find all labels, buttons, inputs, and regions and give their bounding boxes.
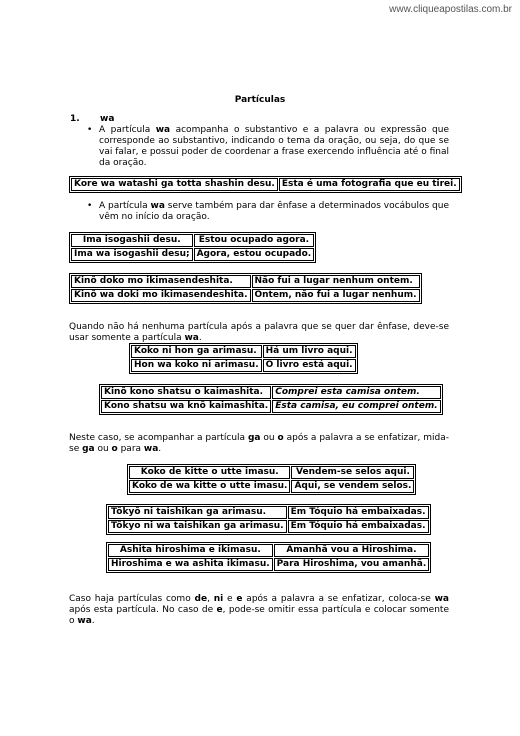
portuguese-translation-cell: Esta camisa, eu comprei ontem. xyxy=(272,400,440,413)
table-row xyxy=(131,345,356,358)
example-table-3 xyxy=(69,273,422,304)
text-run: para xyxy=(117,444,144,454)
portuguese-translation-cell: Esta é uma fotografia que eu tirei. xyxy=(279,178,460,191)
table-row xyxy=(71,248,314,261)
particle-term: o xyxy=(277,433,284,443)
japanese-sentence-cell: Hiroshima e wa ashita ikimasu. xyxy=(108,558,273,571)
section-label: wa xyxy=(100,114,115,124)
particle-term: e xyxy=(216,605,223,615)
particle-term: e xyxy=(236,594,243,604)
japanese-sentence-cell: Koko de kitte o utte imasu. xyxy=(129,466,290,479)
particle-term: ga xyxy=(82,444,95,454)
text-run: acompanha o substantivo e a palavra ou expressão que corresponde ao substantivo, indicando o tema da oração, ou seja, do que se vai falar, e possui poder de coordenar a frase exercendo influência até o final da oração. xyxy=(99,125,450,168)
particle-term: wa xyxy=(155,125,171,135)
paragraph-3 xyxy=(69,594,449,627)
table-row xyxy=(108,520,429,533)
text-run: , xyxy=(207,594,214,604)
paragraph-1 xyxy=(69,322,449,344)
section-heading xyxy=(70,114,114,125)
paragraph-2 xyxy=(69,433,449,455)
table-row xyxy=(129,480,414,493)
table-row xyxy=(131,359,356,372)
text-run: após a palavra a se enfatizar, mida-se xyxy=(69,433,449,454)
japanese-sentence-cell: Ima wa isogashii desu; xyxy=(71,248,193,261)
example-table-1 xyxy=(69,176,462,193)
text-run: Quando não há nenhuma partícula após a palavra que se quer dar ênfase, deve-se usar somente a partícula xyxy=(69,322,449,343)
bullet-2-icon: • xyxy=(87,201,93,211)
portuguese-translation-cell: Em Tóquio há embaixadas. xyxy=(288,520,429,533)
particle-term: wa xyxy=(77,616,92,626)
text-run: Caso haja partículas como xyxy=(69,594,195,604)
japanese-sentence-cell: Kinõ doko mo ikimasendeshita. xyxy=(71,275,251,288)
portuguese-translation-cell: Ontem, não fui a lugar nenhum. xyxy=(252,289,420,302)
table-row xyxy=(108,544,429,557)
japanese-sentence-cell: Tõkyo ni wa taishikan ga arimasu. xyxy=(108,520,287,533)
table-row xyxy=(101,400,441,413)
table-row xyxy=(108,506,429,519)
text-run: após a palavra a se enfatizar, coloca-se xyxy=(242,594,435,604)
japanese-sentence-cell: Koko de wa kitte o utte imasu. xyxy=(129,480,290,493)
text-run: Neste caso, se acompanhar a partícula xyxy=(69,433,248,443)
japanese-sentence-cell: Kinõ kono shatsu o kaimashita. xyxy=(101,386,271,399)
table-row xyxy=(108,558,429,571)
table-row xyxy=(101,386,441,399)
section-number: 1. xyxy=(70,114,80,124)
page-title: Partículas xyxy=(234,95,286,105)
particle-term: wa xyxy=(434,594,449,604)
japanese-sentence-cell: Hon wa koko ni arimasu. xyxy=(131,359,262,372)
particle-term: wa xyxy=(143,444,159,454)
text-run: após esta partícula. No caso de xyxy=(69,605,217,615)
portuguese-translation-cell: Estou ocupado agora. xyxy=(194,234,315,247)
text-run: A partícula xyxy=(99,125,156,135)
example-table-2 xyxy=(69,232,316,263)
portuguese-translation-cell: Amanhã vou a Hiroshima. xyxy=(274,544,430,557)
japanese-sentence-cell: Kono shatsu wa knõ kaimashita. xyxy=(101,400,271,413)
portuguese-translation-cell: O livro está aqui. xyxy=(263,359,356,372)
text-run: ou xyxy=(94,444,112,454)
portuguese-translation-cell: Para Hiroshima, vou amanhã. xyxy=(274,558,430,571)
portuguese-translation-cell: Aqui, se vendem selos. xyxy=(291,480,414,493)
text-run: , pode-se omitir essa partícula e colocar somente o xyxy=(69,605,449,626)
japanese-sentence-cell: Kore wa watashi ga totta shashin desu. xyxy=(71,178,278,191)
table-row xyxy=(71,178,460,191)
table-row xyxy=(129,466,414,479)
bullet-2-text xyxy=(99,201,449,223)
portuguese-translation-cell: Agora, estou ocupado. xyxy=(194,248,315,261)
particle-term: de xyxy=(194,594,208,604)
japanese-sentence-cell: Koko ni hon ga arimasu. xyxy=(131,345,262,358)
portuguese-translation-cell: Vendem-se selos aqui. xyxy=(291,466,414,479)
example-table-5 xyxy=(99,384,443,415)
table-row xyxy=(71,275,420,288)
text-run: . xyxy=(198,333,202,343)
particle-term: wa xyxy=(150,201,165,211)
japanese-sentence-cell: Ashita hiroshima e ikimasu. xyxy=(108,544,273,557)
particle-term: o xyxy=(111,444,118,454)
japanese-sentence-cell: Tõkyõ ni taishikan ga arimasu. xyxy=(108,506,287,519)
example-table-7 xyxy=(106,504,431,535)
bullet-1-text xyxy=(99,125,449,169)
watermark: www.cliqueapostilas.com.br xyxy=(389,4,512,15)
portuguese-translation-cell: Em Tóquio há embaixadas. xyxy=(288,506,429,519)
text-run: e xyxy=(223,594,237,604)
particle-term: ga xyxy=(247,433,261,443)
portuguese-translation-cell: Há um livro aqui. xyxy=(263,345,356,358)
bullet-1-icon: • xyxy=(87,125,93,135)
text-run: A partícula xyxy=(99,201,151,211)
text-run: ou xyxy=(260,433,278,443)
particle-term: ni xyxy=(213,594,224,604)
example-table-6 xyxy=(127,464,416,495)
table-row xyxy=(71,234,314,247)
text-run: . xyxy=(158,444,162,454)
portuguese-translation-cell: Comprei esta camisa ontem. xyxy=(272,386,440,399)
example-table-8 xyxy=(106,542,431,573)
table-row xyxy=(71,289,420,302)
japanese-sentence-cell: Kinõ wa doki mo ikimasendeshita. xyxy=(71,289,251,302)
text-run: . xyxy=(91,616,95,626)
text-run: serve também para dar ênfase a determinados vocábulos que vêm no início da oração. xyxy=(99,201,449,222)
japanese-sentence-cell: Ima isogashii desu. xyxy=(71,234,193,247)
example-table-4 xyxy=(129,343,358,374)
portuguese-translation-cell: Não fui a lugar nenhum ontem. xyxy=(252,275,420,288)
particle-term: wa xyxy=(184,333,199,343)
